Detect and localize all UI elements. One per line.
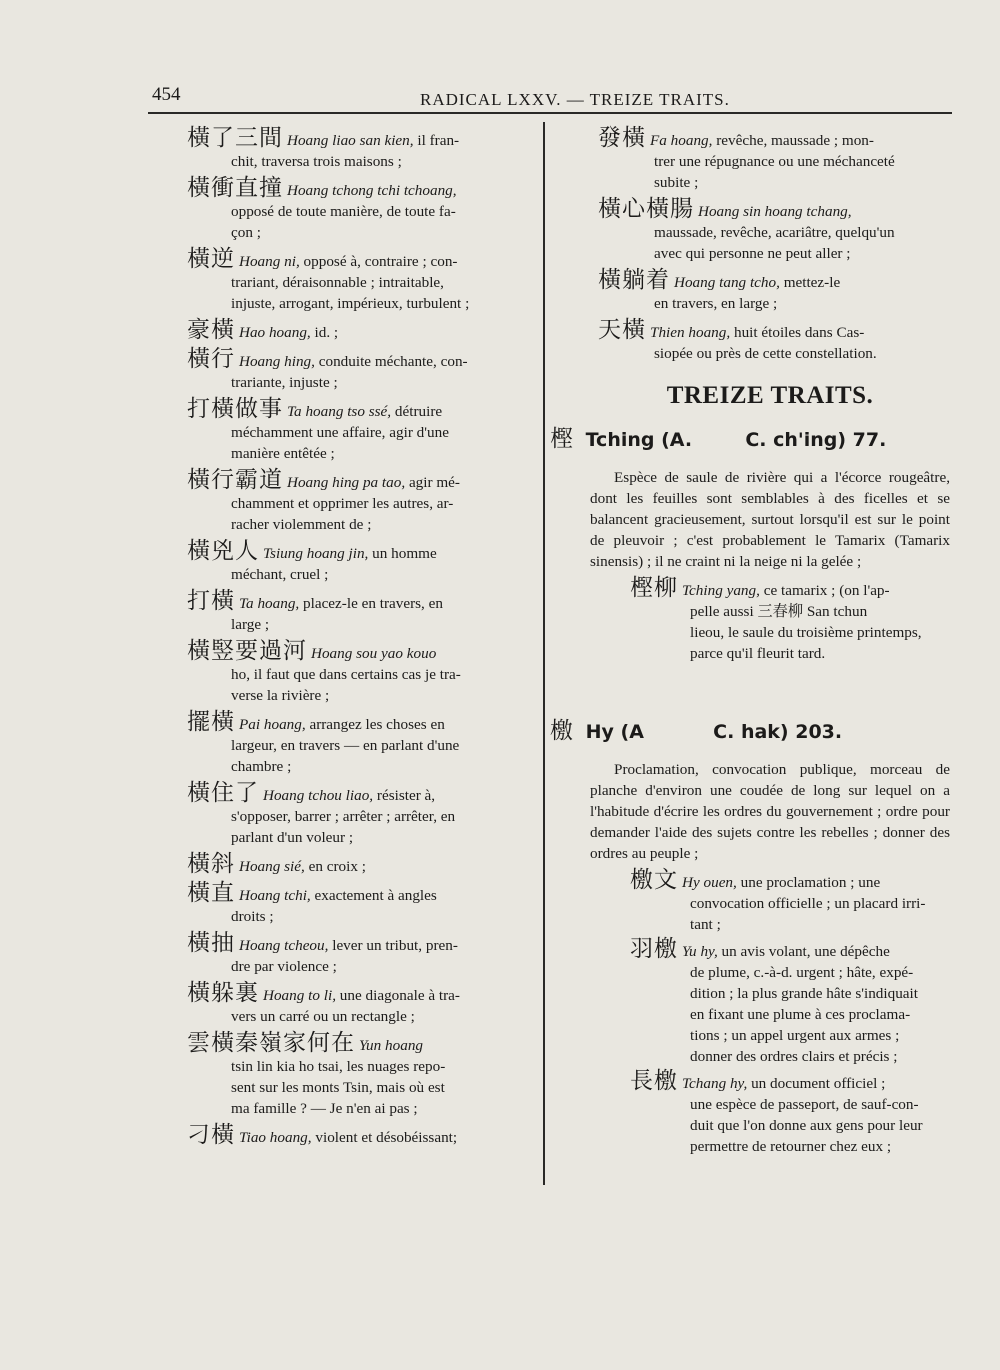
entry-continuation: ma famille ? — Je n'en ai pas ; — [231, 1100, 418, 1117]
sub-entry-continuation: tant ; — [690, 916, 721, 933]
sub-entry-chinese: 檄文 — [630, 867, 678, 893]
entry-first-line — [175, 1122, 525, 1148]
entry-continuation: vers un carré ou un rectangle ; — [231, 1008, 415, 1025]
header-rule — [148, 112, 952, 114]
dictionary-entry — [175, 709, 525, 777]
entry-continuation: sent sur les monts Tsin, mais où est — [231, 1079, 445, 1096]
sub-entry — [550, 1068, 950, 1157]
entry-continuation: s'opposer, barrer ; arrêter ; arrêter, en — [231, 808, 456, 825]
entry-first-line — [175, 125, 525, 151]
entry-continuation: avec qui personne ne peut aller ; — [654, 245, 851, 262]
running-head: RADICAL LXXV. — TREIZE TRAITS. — [420, 90, 730, 109]
entry-first-line — [175, 175, 525, 201]
entry-romanization: Hao hoang, — [239, 324, 311, 341]
sub-entry-continuation: convocation officielle ; un placard irri- — [690, 895, 926, 912]
entry-romanization: Hoang tchong tchi tchoang, — [287, 182, 457, 199]
sub-entry-definition: un document officiel ; — [747, 1075, 886, 1092]
entry-chinese: 打橫 — [187, 588, 235, 614]
entry-continuation: largeur, en travers — en parlant d'une — [231, 737, 460, 754]
dictionary-entry — [175, 588, 525, 635]
entry-continuation: trariante, injuste ; — [231, 374, 338, 391]
entry-first-line — [175, 1030, 525, 1056]
entry-chinese: 發橫 — [598, 125, 646, 151]
entry-continuation: en travers, en large ; — [654, 295, 778, 312]
entry-chinese: 橫躲裏 — [187, 980, 259, 1006]
entry-definition: conduite méchante, con- — [314, 353, 468, 370]
entry-romanization: Hoang hing, — [239, 353, 315, 370]
right-top-entries — [550, 125, 950, 364]
column-rule — [543, 122, 545, 1185]
entry-first-line — [175, 851, 525, 877]
entry-continuation: tsin lin kia ho tsai, les nuages repo- — [231, 1058, 446, 1075]
sub-entry — [550, 575, 950, 664]
sub-entries — [550, 575, 950, 664]
sub-entry-continuation: en fixant une plume à ces proclama- — [690, 1006, 911, 1023]
sub-entry-definition: un avis volant, une dépêche — [717, 943, 890, 960]
entry-definition: lever un tribut, pren- — [328, 937, 458, 954]
dictionary-entry — [175, 638, 525, 706]
entry-definition: résister à, — [373, 787, 436, 804]
dictionary-entry — [550, 196, 950, 264]
entry-first-line — [175, 538, 525, 564]
sub-entry-continuation: parce qu'il fleurit tard. — [690, 645, 826, 662]
entry-continuation: injuste, arrogant, impérieux, turbulent ; — [231, 295, 470, 312]
sub-entry-romanization: Tchang hy, — [682, 1075, 748, 1092]
section-title: TREIZE TRAITS. — [666, 382, 874, 409]
entry-first-line — [175, 980, 525, 1006]
sub-entry-first-line — [590, 936, 950, 962]
entry-continuation: méchamment une affaire, agir d'une — [231, 424, 449, 441]
sub-entry-continuation: lieou, le saule du troisième printemps, — [690, 624, 922, 641]
entry-chinese: 橫衝直撞 — [187, 175, 283, 201]
entry-definition: détruire — [391, 403, 443, 420]
definition-paragraph: Proclamation, convocation publique, morceau de planche d'environ une coudée de long sur lequel on a l'habitude d'écrire les ordres du gouvernement ; ordre pour demander l'aide des sujets contre les rebelles ; donner des ordres au peuple ; — [590, 761, 950, 862]
entry-continuation: racher violemment de ; — [231, 516, 372, 533]
entry-romanization: Fa hoang, — [650, 132, 713, 149]
entry-first-line — [175, 880, 525, 906]
entry-definition: exactement à angles — [310, 887, 437, 904]
entry-first-line — [550, 317, 950, 343]
entry-continuation: chit, traversa trois maisons ; — [231, 153, 402, 170]
entry-first-line — [550, 196, 950, 222]
head-reading: Tching (A. — [585, 429, 693, 451]
head-reading-cantonese: C. ch'ing) 77. — [745, 429, 887, 451]
dictionary-entry — [175, 538, 525, 585]
dictionary-entry — [175, 346, 525, 393]
dictionary-entry — [550, 125, 950, 193]
dictionary-entry — [175, 930, 525, 977]
entry-continuation: dre par violence ; — [231, 958, 337, 975]
entry-definition: arrangez les choses en — [305, 716, 445, 733]
dictionary-entry — [175, 467, 525, 535]
sub-entry-first-line — [590, 867, 950, 893]
sub-entry-continuation: donner des ordres clairs et précis ; — [690, 1048, 898, 1065]
sub-entry-continuation: duit que l'on donne aux gens pour leur — [690, 1117, 923, 1134]
entry-chinese: 打橫做事 — [187, 396, 283, 422]
entry-continuation: ho, il faut que dans certains cas je tra- — [231, 666, 461, 683]
head-character: 檄 — [550, 718, 573, 744]
entry-continuation: chamment et opprimer les autres, ar- — [231, 495, 454, 512]
sub-entry-first-line — [590, 1068, 950, 1094]
entry-continuation: maussade, revêche, acariâtre, quelqu'un — [654, 224, 895, 241]
entry-romanization: Hoang tcheou, — [239, 937, 329, 954]
entry-romanization: Hoang sié, — [239, 858, 305, 875]
entry-definition: revêche, maussade ; mon- — [712, 132, 874, 149]
entry-chinese: 橫躺着 — [598, 267, 670, 293]
sub-entries — [550, 867, 950, 1157]
sub-entry — [550, 867, 950, 935]
entry-romanization: Tiao hoang, — [239, 1129, 312, 1146]
sub-entry-continuation: permettre de retourner chez eux ; — [690, 1138, 892, 1155]
entry-continuation: subite ; — [654, 174, 699, 191]
definition-paragraph: Espèce de saule de rivière qui a l'écorce rougeâtre, dont les feuilles sont semblables à des ficelles et se balancent gracieusement, surtout lorsqu'il est sur le point de pleuvoir ; c'est probablement le Tamarix (Tamarix sinensis) ; il ne craint ni la neige ni la gelée ; — [590, 469, 950, 570]
sub-entry-romanization: Tching yang, — [682, 582, 760, 599]
entry-continuation: large ; — [231, 616, 270, 633]
entry-continuation: méchant, cruel ; — [231, 566, 329, 583]
entry-romanization: Ta hoang, — [239, 595, 300, 612]
sub-entry-continuation: tions ; un appel urgent aux armes ; — [690, 1027, 900, 1044]
entry-chinese: 橫竪要過河 — [187, 638, 307, 664]
entry-continuation: opposé de toute manière, de toute fa- — [231, 203, 456, 220]
entry-chinese: 擺橫 — [187, 709, 235, 735]
entry-definition: un homme — [368, 545, 437, 562]
dictionary-entry — [175, 175, 525, 243]
entry-chinese: 豪橫 — [187, 317, 235, 343]
entry-continuation: trariant, déraisonnable ; intraitable, — [231, 274, 444, 291]
entry-chinese: 刁橫 — [187, 1122, 235, 1148]
page-number: 454 — [152, 84, 181, 105]
entry-first-line — [175, 638, 525, 664]
dictionary-entry — [175, 125, 525, 172]
entry-romanization: Hoang ni, — [239, 253, 300, 270]
entry-chinese: 橫兇人 — [187, 538, 259, 564]
dictionary-entry — [550, 267, 950, 314]
dictionary-entry — [175, 851, 525, 877]
sub-entry-continuation: une espèce de passeport, de sauf-con- — [690, 1096, 919, 1113]
entry-chinese: 橫住了 — [187, 780, 259, 806]
entry-romanization: Hoang hing pa tao, — [287, 474, 406, 491]
entry-continuation: droits ; — [231, 908, 274, 925]
character-heading-hy — [550, 712, 950, 745]
entry-romanization: Hoang sin hoang tchang, — [698, 203, 852, 220]
sub-entry-continuation: dition ; la plus grande hâte s'indiquait — [690, 985, 918, 1002]
dictionary-entry — [175, 396, 525, 464]
entry-definition: id. ; — [310, 324, 339, 341]
dictionary-entry — [175, 246, 525, 314]
entry-romanization: Pai hoang, — [239, 716, 306, 733]
entry-definition: violent et désobéissant; — [311, 1129, 458, 1146]
entry-chinese: 橫斜 — [187, 851, 235, 877]
entry-first-line — [175, 467, 525, 493]
entry-definition: mettez-le — [779, 274, 841, 291]
left-column — [175, 125, 525, 1154]
sub-entry — [550, 936, 950, 1067]
entry-first-line — [175, 780, 525, 806]
dictionary-entry — [175, 1122, 525, 1148]
sub-entry-chinese: 羽檄 — [630, 936, 678, 962]
entry-first-line — [550, 125, 950, 151]
entry-definition: en croix ; — [304, 858, 366, 875]
entry-continuation: verse la rivière ; — [231, 687, 330, 704]
entry-first-line — [175, 246, 525, 272]
dictionary-entry — [175, 317, 525, 343]
dictionary-entry — [175, 780, 525, 848]
character-heading-tching — [550, 420, 950, 453]
sub-entry-chinese: 長檄 — [630, 1068, 678, 1094]
entry-romanization: Hoang tchou liao, — [263, 787, 374, 804]
entry-chinese: 雲橫秦嶺家何在 — [187, 1030, 355, 1056]
entry-first-line — [175, 396, 525, 422]
sub-entry-continuation: de plume, c.-à-d. urgent ; hâte, expé- — [690, 964, 914, 981]
dictionary-entry — [175, 980, 525, 1027]
entry-first-line — [175, 709, 525, 735]
entry-romanization: Yun hoang — [359, 1037, 424, 1054]
entry-chinese: 橫抽 — [187, 930, 235, 956]
sub-entry-first-line — [590, 575, 950, 601]
entry-continuation: çon ; — [231, 224, 261, 241]
entry-first-line — [175, 930, 525, 956]
entry-definition: opposé à, contraire ; con- — [299, 253, 458, 270]
entry-romanization: Tsiung hoang jin, — [263, 545, 369, 562]
entry-continuation: chambre ; — [231, 758, 292, 775]
dictionary-entry — [550, 317, 950, 364]
sub-entry-romanization: Yu hy, — [682, 943, 718, 960]
entry-continuation: manière entêtée ; — [231, 445, 335, 462]
sub-entry-continuation: pelle aussi 三春柳 San tchun — [690, 603, 868, 620]
entry-romanization: Ta hoang tso ssé, — [287, 403, 392, 420]
sub-entry-definition: ce tamarix ; (on l'ap- — [759, 582, 890, 599]
entry-definition: il fran- — [413, 132, 460, 149]
entry-first-line — [175, 317, 525, 343]
sub-entry-definition: une proclamation ; une — [736, 874, 881, 891]
entry-chinese: 橫了三間 — [187, 125, 283, 151]
head-character: 樫 — [550, 426, 573, 452]
entry-first-line — [175, 346, 525, 372]
entry-definition: placez-le en travers, en — [299, 595, 443, 612]
entry-romanization: Hoang liao san kien, — [287, 132, 414, 149]
sub-entry-romanization: Hy ouen, — [682, 874, 737, 891]
entry-first-line — [175, 588, 525, 614]
entry-first-line — [550, 267, 950, 293]
entry-chinese: 橫逆 — [187, 246, 235, 272]
entry-definition: agir mé- — [405, 474, 460, 491]
entry-romanization: Hoang tang tcho, — [674, 274, 780, 291]
dictionary-entry — [175, 1030, 525, 1119]
entry-romanization: Hoang tchi, — [239, 887, 311, 904]
entry-continuation: parlant d'un voleur ; — [231, 829, 354, 846]
entry-continuation: siopée ou près de cette constellation. — [654, 345, 877, 362]
entry-chinese: 天橫 — [598, 317, 646, 343]
entry-romanization: Hoang to li, — [263, 987, 336, 1004]
dictionary-entry — [175, 880, 525, 927]
entry-romanization: Thien hoang, — [650, 324, 731, 341]
right-column — [550, 125, 950, 1161]
entry-romanization: Hoang sou yao kouo — [311, 645, 437, 662]
head-reading-cantonese: C. hak) 203. — [713, 721, 843, 743]
entry-definition: huit étoiles dans Cas- — [730, 324, 865, 341]
entry-chinese: 橫心橫腸 — [598, 196, 694, 222]
entry-chinese: 橫直 — [187, 880, 235, 906]
entry-definition: une diagonale à tra- — [336, 987, 460, 1004]
head-reading: Hy (A — [585, 721, 644, 743]
sub-entry-chinese: 樫柳 — [630, 575, 678, 601]
entry-chinese: 橫行霸道 — [187, 467, 283, 493]
entry-continuation: trer une répugnance ou une méchanceté — [654, 153, 895, 170]
entry-chinese: 橫行 — [187, 346, 235, 372]
